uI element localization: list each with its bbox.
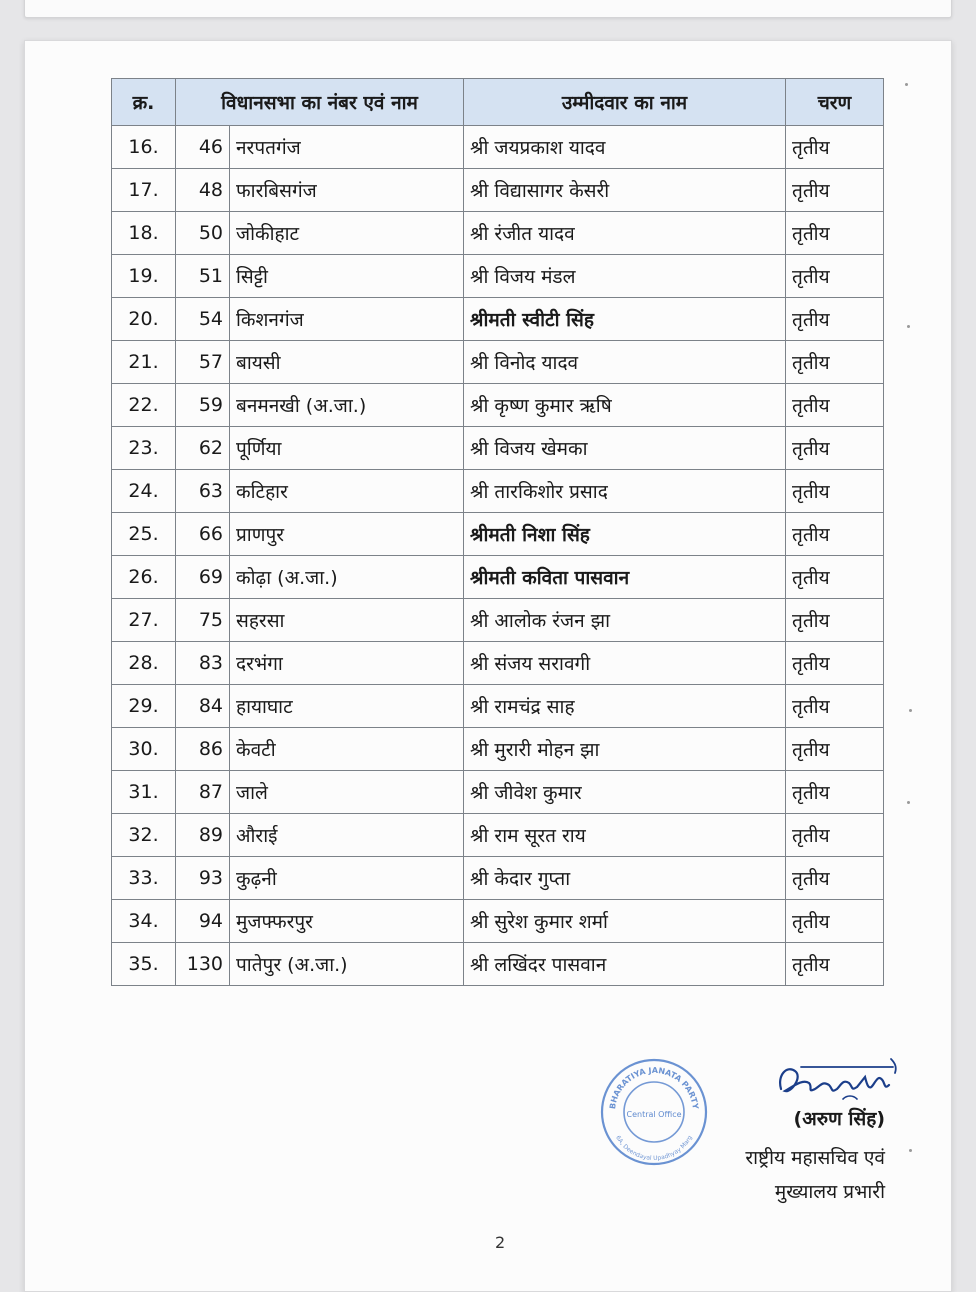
candidate-cell: श्री जयप्रकाश यादव	[464, 126, 786, 169]
candidate-cell: श्रीमती कविता पासवान	[464, 556, 786, 599]
document-page	[24, 40, 952, 1292]
signatory-name: (अरुण सिंह)	[793, 1108, 885, 1130]
serial-cell: 17.	[112, 169, 176, 212]
candidate-cell: श्री मुरारी मोहन झा	[464, 728, 786, 771]
handwritten-signature	[773, 1055, 903, 1109]
phase-cell: तृतीय	[786, 169, 884, 212]
constituency-name-cell: औराई	[230, 814, 464, 857]
phase-cell: तृतीय	[786, 685, 884, 728]
phase-cell: तृतीय	[786, 126, 884, 169]
constituency-number-cell: 63	[176, 470, 230, 513]
table-row	[112, 900, 884, 943]
constituency-number-cell: 69	[176, 556, 230, 599]
constituency-name-cell: जोकीहाट	[230, 212, 464, 255]
serial-cell: 34.	[112, 900, 176, 943]
constituency-number-cell: 57	[176, 341, 230, 384]
constituency-name-cell: बायसी	[230, 341, 464, 384]
candidate-cell: श्री जीवेश कुमार	[464, 771, 786, 814]
table-row	[112, 771, 884, 814]
candidate-cell: श्री सुरेश कुमार शर्मा	[464, 900, 786, 943]
serial-cell: 27.	[112, 599, 176, 642]
constituency-name-cell: जाले	[230, 771, 464, 814]
table-row	[112, 169, 884, 212]
constituency-name-cell: बनमनखी (अ.जा.)	[230, 384, 464, 427]
table-row	[112, 384, 884, 427]
candidate-cell: श्री विजय मंडल	[464, 255, 786, 298]
candidate-cell: श्री लखिंदर पासवान	[464, 943, 786, 986]
designation-line-2: मुख्यालय प्रभारी	[774, 1181, 885, 1203]
table-row	[112, 341, 884, 384]
serial-cell: 26.	[112, 556, 176, 599]
phase-cell: तृतीय	[786, 728, 884, 771]
table-row	[112, 556, 884, 599]
phase-cell: तृतीय	[786, 943, 884, 986]
constituency-name-cell: कोढ़ा (अ.जा.)	[230, 556, 464, 599]
header-phase: चरण	[786, 79, 884, 126]
seal-address-text: 6A, Deendayal Upadhyay Marg	[614, 1134, 694, 1163]
serial-cell: 25.	[112, 513, 176, 556]
serial-cell: 33.	[112, 857, 176, 900]
serial-cell: 32.	[112, 814, 176, 857]
constituency-number-cell: 75	[176, 599, 230, 642]
margin-dot	[907, 801, 910, 804]
margin-dot	[905, 83, 908, 86]
constituency-name-cell: प्राणपुर	[230, 513, 464, 556]
serial-cell: 23.	[112, 427, 176, 470]
designation-line-1: राष्ट्रीय महासचिव एवं	[745, 1147, 885, 1169]
phase-cell: तृतीय	[786, 298, 884, 341]
table-row	[112, 513, 884, 556]
constituency-name-cell: केवटी	[230, 728, 464, 771]
phase-cell: तृतीय	[786, 427, 884, 470]
constituency-name-cell: किशनगंज	[230, 298, 464, 341]
constituency-number-cell: 130	[176, 943, 230, 986]
serial-cell: 31.	[112, 771, 176, 814]
constituency-number-cell: 86	[176, 728, 230, 771]
candidate-cell: श्री संजय सरावगी	[464, 642, 786, 685]
table-row	[112, 599, 884, 642]
candidate-cell: श्री विद्यासागर केसरी	[464, 169, 786, 212]
table-row	[112, 255, 884, 298]
constituency-number-cell: 94	[176, 900, 230, 943]
constituency-name-cell: दरभंगा	[230, 642, 464, 685]
constituency-number-cell: 87	[176, 771, 230, 814]
constituency-number-cell: 48	[176, 169, 230, 212]
candidate-cell: श्री विनोद यादव	[464, 341, 786, 384]
serial-cell: 21.	[112, 341, 176, 384]
phase-cell: तृतीय	[786, 814, 884, 857]
signatory-designation	[745, 1141, 885, 1209]
constituency-number-cell: 59	[176, 384, 230, 427]
serial-cell: 20.	[112, 298, 176, 341]
candidate-cell: श्रीमती निशा सिंह	[464, 513, 786, 556]
constituency-name-cell: पातेपुर (अ.जा.)	[230, 943, 464, 986]
serial-cell: 24.	[112, 470, 176, 513]
candidate-cell: श्री राम सूरत राय	[464, 814, 786, 857]
table-row	[112, 212, 884, 255]
candidate-cell: श्री विजय खेमका	[464, 427, 786, 470]
margin-dot	[909, 1149, 912, 1152]
serial-cell: 29.	[112, 685, 176, 728]
phase-cell: तृतीय	[786, 556, 884, 599]
serial-cell: 16.	[112, 126, 176, 169]
constituency-name-cell: सहरसा	[230, 599, 464, 642]
serial-cell: 22.	[112, 384, 176, 427]
candidate-cell: श्री आलोक रंजन झा	[464, 599, 786, 642]
margin-dot	[907, 325, 910, 328]
candidate-cell: श्री तारकिशोर प्रसाद	[464, 470, 786, 513]
seal-outer-text: BHARATIYA JANATA PARTY	[608, 1065, 700, 1110]
header-constituency: विधानसभा का नंबर एवं नाम	[176, 79, 464, 126]
serial-cell: 19.	[112, 255, 176, 298]
phase-cell: तृतीय	[786, 857, 884, 900]
previous-page-edge	[24, 0, 952, 18]
candidate-cell: श्रीमती स्वीटी सिंह	[464, 298, 786, 341]
constituency-number-cell: 51	[176, 255, 230, 298]
serial-cell: 28.	[112, 642, 176, 685]
constituency-number-cell: 62	[176, 427, 230, 470]
table-row	[112, 298, 884, 341]
constituency-name-cell: हायाघाट	[230, 685, 464, 728]
phase-cell: तृतीय	[786, 212, 884, 255]
table-row	[112, 470, 884, 513]
phase-cell: तृतीय	[786, 771, 884, 814]
phase-cell: तृतीय	[786, 599, 884, 642]
candidate-cell: श्री रंजीत यादव	[464, 212, 786, 255]
constituency-name-cell: पूर्णिया	[230, 427, 464, 470]
seal-inner-text: Central Office	[626, 1110, 682, 1119]
table-row	[112, 685, 884, 728]
constituency-number-cell: 46	[176, 126, 230, 169]
constituency-number-cell: 66	[176, 513, 230, 556]
constituency-name-cell: कुढ़नी	[230, 857, 464, 900]
signature-block	[705, 1055, 925, 1205]
constituency-number-cell: 84	[176, 685, 230, 728]
serial-cell: 30.	[112, 728, 176, 771]
constituency-name-cell: मुजफ्फरपुर	[230, 900, 464, 943]
table-row	[112, 427, 884, 470]
phase-cell: तृतीय	[786, 642, 884, 685]
page-number: 2	[495, 1233, 506, 1252]
constituency-number-cell: 93	[176, 857, 230, 900]
serial-cell: 35.	[112, 943, 176, 986]
party-seal-stamp	[599, 1057, 709, 1167]
constituency-name-cell: कटिहार	[230, 470, 464, 513]
table-row	[112, 728, 884, 771]
header-candidate: उम्मीदवार का नाम	[464, 79, 786, 126]
phase-cell: तृतीय	[786, 470, 884, 513]
table-row	[112, 126, 884, 169]
table-row	[112, 814, 884, 857]
phase-cell: तृतीय	[786, 341, 884, 384]
margin-dot	[909, 709, 912, 712]
header-serial: क्र.	[112, 79, 176, 126]
constituency-name-cell: सिट्टी	[230, 255, 464, 298]
candidate-cell: श्री कृष्ण कुमार ऋषि	[464, 384, 786, 427]
phase-cell: तृतीय	[786, 255, 884, 298]
constituency-name-cell: नरपतगंज	[230, 126, 464, 169]
phase-cell: तृतीय	[786, 900, 884, 943]
phase-cell: तृतीय	[786, 384, 884, 427]
constituency-number-cell: 89	[176, 814, 230, 857]
constituency-number-cell: 54	[176, 298, 230, 341]
table-row	[112, 857, 884, 900]
phase-cell: तृतीय	[786, 513, 884, 556]
constituency-number-cell: 83	[176, 642, 230, 685]
constituency-name-cell: फारबिसगंज	[230, 169, 464, 212]
svg-text:6A, Deendayal Upadhyay Marg	[614, 1134, 694, 1162]
table-header-row	[112, 79, 884, 126]
constituency-number-cell: 50	[176, 212, 230, 255]
table-row	[112, 943, 884, 986]
candidate-cell: श्री केदार गुप्ता	[464, 857, 786, 900]
candidate-table	[111, 78, 884, 986]
serial-cell: 18.	[112, 212, 176, 255]
candidate-cell: श्री रामचंद्र साह	[464, 685, 786, 728]
table-row	[112, 642, 884, 685]
